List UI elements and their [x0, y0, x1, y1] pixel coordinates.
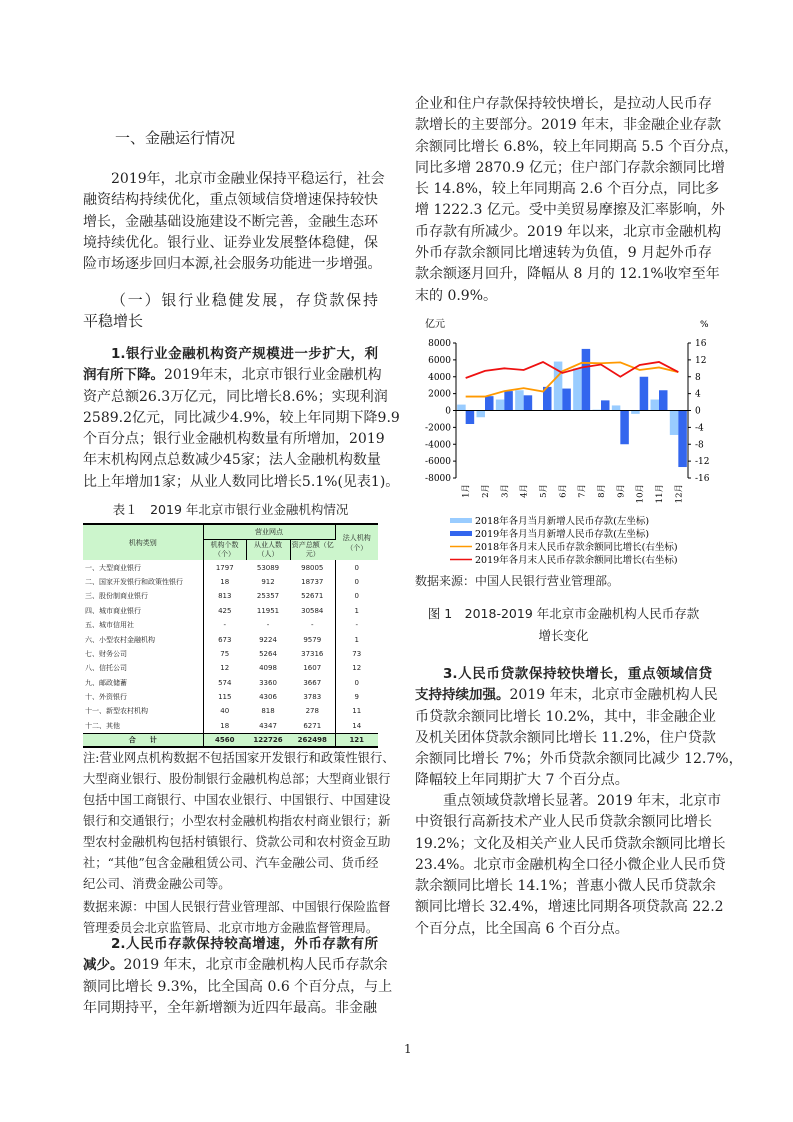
- text-line: 型农村金融机构包括村镇银行、贷款公司和农村资金互助: [83, 835, 391, 849]
- text-line: 增长，金融基础设施建设不断完善，金融生态环: [83, 213, 378, 230]
- table-row: [83, 647, 378, 661]
- cell: 25357: [256, 592, 280, 601]
- cell: 4098: [259, 664, 277, 673]
- text-line: 注:营业网点机构数据不包括国家开发银行和政策性银行、: [83, 751, 395, 765]
- table-row: [83, 632, 378, 646]
- figure-caption-line: 增长变化: [538, 628, 589, 643]
- bold-lead: 支持持续加强。: [415, 687, 510, 704]
- text-line: 中资银行高新技术产业人民币贷款余额同比增长: [415, 814, 712, 831]
- col-header-staff: 从业人数（人）: [246, 539, 290, 560]
- legend-label: 2019年各月当月新增人民币存款(左坐标): [475, 529, 650, 540]
- cell: 18737: [290, 575, 335, 589]
- text-line: 款余额逐月回升，降幅从 8 月的 12.1%收窄至年: [415, 266, 720, 283]
- left-tick-label: 0: [445, 406, 451, 417]
- bar-2019: [659, 390, 668, 410]
- subsection-heading-line: 平稳增长: [83, 312, 144, 331]
- text-line: 管理委员会北京监管局、北京市地方金融监督管理局。: [83, 921, 379, 935]
- right-tick-label: 16: [695, 339, 707, 349]
- col-header-assets: 资产总额（亿元）: [290, 539, 335, 560]
- row-category: 十二、其他: [83, 719, 203, 733]
- text-line: 降幅较上年同期扩大 7 个百分点。: [415, 772, 629, 789]
- bar-2018: [612, 405, 621, 410]
- cell: -: [355, 621, 359, 630]
- cell: 278: [290, 704, 335, 718]
- page-number: 1: [404, 1042, 412, 1056]
- row-category: 八、信托公司: [83, 661, 203, 675]
- left-tick-label: 6000: [428, 355, 451, 366]
- total-cell: 合 计: [83, 733, 203, 747]
- month-label: 1月: [461, 484, 472, 498]
- right-axis-unit: %: [700, 320, 709, 330]
- text-line: 比上年增加1家；从业人数同比增长5.1%(见表1)。: [83, 473, 400, 490]
- bold-lead: 2.人民币存款保持较高增速，外币存款有所: [111, 936, 378, 952]
- text-run: 2019 年末，北京市金融机构人民币存款余: [123, 957, 388, 974]
- col-header-legal: 法人机构（个）: [335, 525, 378, 560]
- right-tick-label: 12: [695, 355, 707, 366]
- cell: 4347: [259, 721, 277, 730]
- subsection-heading-line: （一）银行业稳健发展，存贷款保持: [111, 291, 378, 309]
- total-cell: 4560: [203, 733, 246, 747]
- cell: 11951: [256, 606, 280, 615]
- table-note: [83, 748, 395, 895]
- bar-2019: [562, 389, 571, 411]
- total-cell: 262498: [290, 733, 335, 747]
- cell: -: [223, 621, 227, 630]
- cell: 0: [354, 592, 359, 601]
- row-category: 二、国家开发银行和政策性银行: [83, 575, 203, 589]
- left-tick-label: -6000: [425, 457, 451, 468]
- text-line: 2019年，北京市金融业保持平稳运行，社会: [111, 171, 385, 187]
- cell: 73: [352, 649, 362, 658]
- cell: 1607: [290, 661, 335, 675]
- cell: 5264: [259, 649, 277, 658]
- table-row: [83, 560, 378, 574]
- month-label: 3月: [500, 484, 511, 498]
- text-line: 纪公司、消费金融公司等。: [83, 877, 231, 891]
- table-row: [83, 719, 378, 733]
- cell: 1: [354, 606, 359, 615]
- month-label: 6月: [558, 484, 569, 498]
- text-line: 余额同比增长 7%；外币贷款余额同比减少 12.7%，: [415, 751, 743, 768]
- row-category: 一、大型商业银行: [83, 560, 203, 574]
- text-run: 2019 年末，北京市金融机构人民: [509, 687, 718, 704]
- cell: 673: [218, 635, 232, 644]
- text-line: [83, 955, 388, 976]
- cell: 12: [220, 664, 230, 673]
- text-line: [83, 344, 378, 365]
- row-category: 三、股份制商业银行: [83, 589, 203, 603]
- cell: 18: [220, 721, 230, 730]
- cell: 3360: [259, 678, 277, 687]
- bar-2018: [457, 405, 466, 411]
- col-header-count: 机构个数（个）: [203, 539, 246, 560]
- intro-paragraph: [83, 169, 385, 275]
- cell: 12: [352, 664, 362, 673]
- text-line: 个百分点，比全国高 6 个百分点。: [415, 920, 629, 937]
- left-axis-unit: 亿元: [425, 319, 445, 330]
- month-label: 11月: [655, 484, 665, 504]
- legend-swatch: [450, 531, 472, 536]
- table-row: [83, 589, 378, 603]
- table-row: [83, 704, 378, 718]
- month-label: 4月: [519, 484, 530, 498]
- bar-2019: [582, 349, 591, 411]
- text-line: [415, 664, 712, 685]
- table-caption: 表１ 2019 年北京市银行业金融机构情况: [112, 502, 349, 517]
- table-row: [83, 575, 378, 589]
- text-line: 重点领域贷款增长显著。2019 年末，北京市: [443, 793, 722, 809]
- row-category: 七、财务公司: [83, 647, 203, 661]
- legend-label: 2018年各月末人民币存款余额同比增长(右坐标): [475, 542, 678, 553]
- col-header-group: 营业网点: [203, 525, 335, 539]
- text-line: 融资结构持续优化，重点领域信贷增速保持较快: [83, 192, 378, 209]
- paragraph-4: [415, 791, 726, 940]
- cell: 0: [354, 563, 359, 572]
- cell: 9224: [259, 635, 277, 644]
- bar-2019: [485, 396, 494, 410]
- cell: 18: [220, 577, 230, 586]
- bar-2018: [573, 368, 582, 410]
- cell: 115: [218, 693, 232, 702]
- bar-2018: [650, 400, 659, 411]
- text-line: 长 14.8%，较上年同期高 2.6 个百分点，同比多: [415, 181, 720, 198]
- month-label: 12月: [674, 484, 685, 504]
- row-category: 十、外资银行: [83, 690, 203, 704]
- cell: 53089: [256, 563, 280, 572]
- text-line: 款增长的主要部分。2019 年末，非金融企业存款: [415, 117, 722, 134]
- left-tick-label: -2000: [425, 423, 451, 434]
- month-label: 5月: [539, 484, 549, 498]
- legend-label: 2018年各月当月新增人民币存款(左坐标): [475, 516, 650, 527]
- text-line: 同比多增 2870.9 亿元；住户部门存款余额同比增: [415, 159, 725, 176]
- cell: 818: [261, 707, 275, 716]
- cell: 40: [220, 707, 230, 716]
- text-line: 资产总额26.3万亿元，同比增长8.6%；实现利润: [83, 388, 388, 405]
- right-tick-label: 4: [695, 389, 701, 400]
- right-tick-label: 8: [695, 372, 701, 383]
- bar-2019: [466, 411, 475, 425]
- text-line: 年末机构网点总数减少45家；法人金融机构数量: [83, 452, 381, 469]
- bar-2018: [476, 411, 485, 418]
- text-run: 2019年末，北京市银行业金融机构: [164, 367, 382, 384]
- bold-lead: 润有所下降。: [83, 367, 164, 384]
- paragraph-1: [83, 344, 400, 493]
- cell: 75: [220, 649, 230, 658]
- bar-2019: [504, 391, 513, 410]
- left-tick-label: -8000: [425, 474, 451, 484]
- text-line: 23.4%。北京市金融机构全口径小微企业人民币贷: [415, 856, 726, 873]
- cell: 3783: [290, 690, 335, 704]
- right-tick-label: -4: [695, 423, 704, 434]
- cell: 14: [352, 721, 362, 730]
- deposit-growth-chart: [415, 310, 725, 570]
- cell: 30584: [290, 604, 335, 618]
- text-line: [83, 934, 378, 955]
- cell: 912: [261, 577, 275, 586]
- text-line: 款余额同比增长 14.1%；普惠小微人民币贷款余: [415, 878, 716, 895]
- right-tick-label: -12: [695, 457, 710, 468]
- cell: 425: [218, 606, 232, 615]
- text-line: 个百分点；银行业金融机构数量有所增加，2019: [83, 431, 385, 448]
- legend-label: 2019年各月末人民币存款余额同比增长(右坐标): [475, 555, 678, 566]
- text-line: 末的 0.9%。: [415, 287, 498, 304]
- bar-2018: [631, 411, 640, 414]
- cell: 1797: [215, 563, 234, 572]
- paragraph-3: [415, 664, 743, 792]
- text-line: [415, 685, 718, 706]
- cell: 0: [354, 577, 359, 586]
- table-row: [83, 661, 378, 675]
- cell: 37316: [290, 647, 335, 661]
- paragraph-2: [83, 934, 393, 1019]
- bar-2019: [620, 411, 629, 445]
- total-cell: 121: [335, 733, 378, 747]
- text-line: 大型商业银行、股份制银行金融机构总部；大型商业银行: [83, 772, 391, 786]
- text-line: 银行和交通银行；小型农村金融机构指农村商业银行；新: [83, 814, 391, 828]
- right-tick-label: -8: [695, 440, 704, 451]
- text-line: 险市场逐步回归本源,社会服务功能进一步增强。: [83, 256, 382, 273]
- table-row: [83, 690, 378, 704]
- left-tick-label: 2000: [428, 389, 451, 400]
- bar-2018: [496, 400, 505, 411]
- month-label: 9月: [616, 484, 627, 498]
- cell: 52671: [290, 589, 335, 603]
- paragraph-2-continued: [415, 94, 739, 307]
- cell: 4306: [259, 693, 277, 702]
- table-row: [83, 618, 378, 632]
- bar-2019: [524, 395, 533, 410]
- bold-lead: 1.银行业金融机构资产规模进一步扩大，利: [111, 346, 378, 362]
- left-tick-label: 4000: [428, 372, 451, 383]
- month-label: 8月: [597, 484, 607, 498]
- row-category: 九、邮政储蓄: [83, 676, 203, 690]
- bar-2019: [640, 377, 649, 411]
- text-line: 余额同比增长 6.8%，较上年同期高 5.5 个百分点，: [415, 138, 739, 155]
- figure-caption-line: 图 1 2018-2019 年北京市金融机构人民币存款: [427, 606, 700, 621]
- left-tick-label: -4000: [425, 440, 451, 451]
- text-line: 增 1222.3 亿元。受中美贸易摩擦及汇率影响，外: [415, 202, 725, 219]
- cell: 98005: [290, 560, 335, 574]
- text-line: 境持续优化。银行业、证券业发展整体稳健，保: [83, 234, 378, 251]
- right-tick-label: 0: [695, 406, 701, 417]
- row-category: 十一、新型农村机构: [83, 704, 203, 718]
- month-label: 2月: [481, 484, 491, 498]
- subsection-heading: [83, 290, 378, 333]
- figure-caption: [415, 603, 712, 647]
- cell: 1: [354, 635, 359, 644]
- cell: 9579: [290, 632, 335, 646]
- text-line: 2589.2亿元，同比减少4.9%，较上年同期下降9.9: [83, 409, 400, 426]
- chart-source: 数据来源：中国人民银行营业管理部。: [415, 574, 620, 588]
- section-heading: 一、金融运行情况: [115, 129, 236, 147]
- institutions-table: [83, 523, 378, 748]
- text-line: 及机关团体贷款余额同比增长 11.2%，住户贷款: [415, 729, 716, 746]
- text-line: 币贷款余额同比增长 10.2%，其中，非金融企业: [415, 708, 716, 725]
- text-line: 额同比增长 32.4%，增速比同期各项贷款高 22.2: [415, 899, 724, 916]
- total-cell: 122726: [246, 733, 290, 747]
- text-line: 外币存款余额同比增速转为负值，9 月起外币存: [415, 245, 712, 262]
- cell: 3667: [290, 676, 335, 690]
- table-total-row: [83, 733, 378, 747]
- bold-lead: 3.人民币贷款保持较快增长，重点领域信贷: [443, 666, 712, 682]
- left-tick-label: 8000: [428, 339, 451, 349]
- legend-swatch: [450, 518, 472, 523]
- cell: -: [290, 618, 335, 632]
- row-category: 五、城市信用社: [83, 618, 203, 632]
- text-line: 额同比增长 9.3%，比全国高 0.6 个百分点，与上: [83, 978, 393, 995]
- month-label: 10月: [635, 484, 646, 504]
- table-source: [83, 897, 391, 939]
- text-line: 包括中国工商银行、中国农业银行、中国银行、中国建设: [83, 793, 391, 807]
- bar-2019: [678, 411, 687, 468]
- text-line: 币存款有所减少。2019 年以来，北京市金融机构: [415, 223, 722, 240]
- month-label: 7月: [577, 484, 588, 498]
- text-line: 数据来源：中国人民银行营业管理部、中国银行保险监督: [83, 900, 391, 914]
- bar-2018: [670, 411, 679, 435]
- bold-lead: 减少。: [83, 957, 124, 974]
- cell: 9: [354, 693, 359, 702]
- text-line: [83, 365, 382, 386]
- cell: 574: [218, 678, 232, 687]
- col-header-category: 机构类别: [83, 525, 203, 560]
- cell: 0: [354, 678, 359, 687]
- cell: -: [266, 621, 270, 630]
- table-row: [83, 604, 378, 618]
- row-category: 四、城市商业银行: [83, 604, 203, 618]
- cell: 11: [352, 707, 362, 716]
- right-tick-label: -16: [695, 474, 710, 484]
- table-row: [83, 676, 378, 690]
- row-category: 六、小型农村金融机构: [83, 632, 203, 646]
- bar-2018: [515, 390, 524, 410]
- text-line: 企业和住户存款保持较快增长，是拉动人民币存: [415, 96, 712, 112]
- cell: 813: [218, 592, 232, 601]
- text-line: 年同期持平，全年新增额为近四年最高。非金融: [83, 999, 377, 1016]
- text-line: 社；“其他”包含金融租赁公司、汽车金融公司、货币经: [83, 856, 379, 870]
- text-line: 19.2%；文化及相关产业人民币贷款余额同比增长: [415, 835, 726, 852]
- bar-2019: [601, 400, 610, 410]
- cell: 6271: [290, 719, 335, 733]
